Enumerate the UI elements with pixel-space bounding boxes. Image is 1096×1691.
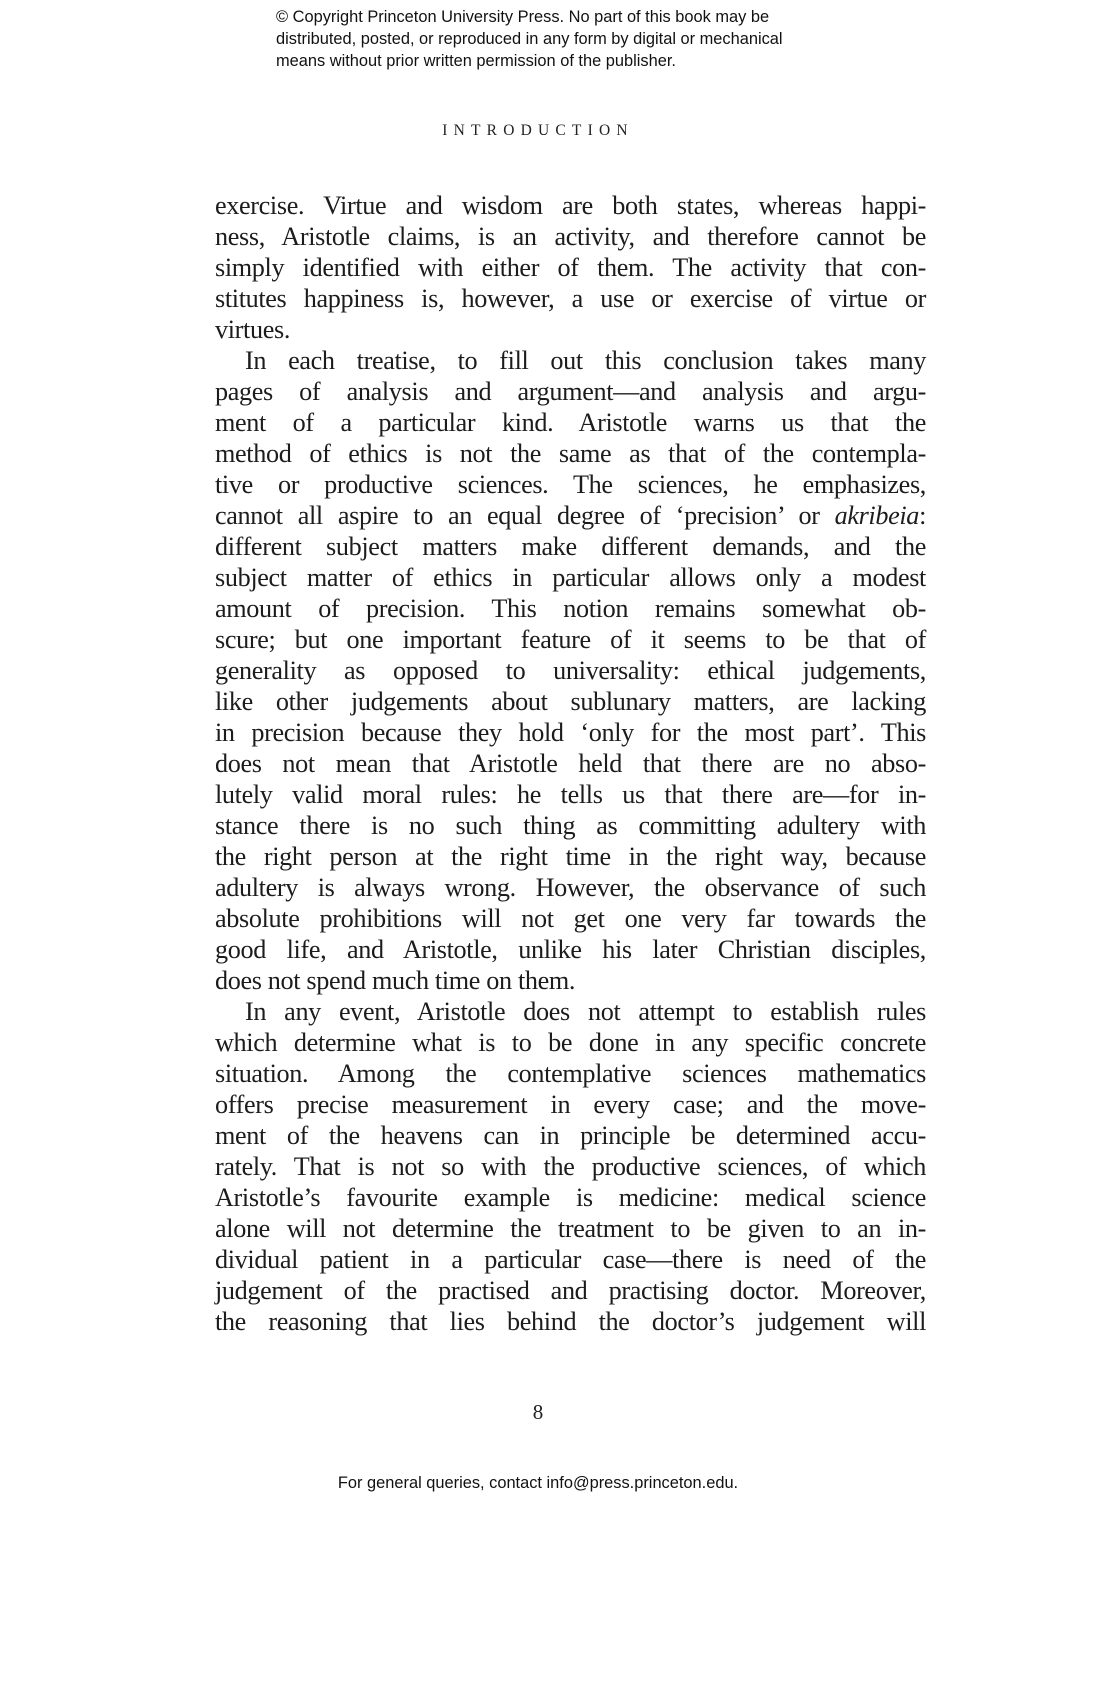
text-line: ment of the heavens can in principle be determined accu- bbox=[215, 1121, 926, 1150]
text-line: like other judgements about sublunary matters, are lacking bbox=[215, 687, 926, 716]
text-line: situation. Among the contemplative sciences mathematics bbox=[215, 1059, 926, 1088]
text-line: the right person at the right time in the right way, because bbox=[215, 842, 926, 871]
text-line: scure; but one important feature of it seems to be that of bbox=[215, 625, 926, 654]
footer-text: For general queries, contact info@press.princeton.edu. bbox=[337, 1474, 739, 1492]
text-line: absolute prohibitions will not get one very far towards the bbox=[215, 904, 926, 933]
text-line: judgement of the practised and practising doctor. Moreover, bbox=[215, 1276, 926, 1305]
text-line: In any event, Aristotle does not attempt to establish rules bbox=[245, 997, 926, 1026]
text-line: stance there is no such thing as committing adultery with bbox=[215, 811, 926, 840]
text-line: pages of analysis and argument—and analysis and argu- bbox=[215, 377, 926, 406]
text-line: ment of a particular kind. Aristotle warns us that the bbox=[215, 408, 926, 437]
text-line: exercise. Virtue and wisdom are both states, whereas happi- bbox=[215, 191, 926, 220]
text-line: adultery is always wrong. However, the observance of such bbox=[215, 873, 926, 902]
text-line: stitutes happiness is, however, a use or exercise of virtue or bbox=[215, 284, 926, 313]
text-line: rately. That is not so with the productive sciences, of which bbox=[215, 1152, 926, 1181]
text-line: lutely valid moral rules: he tells us that there are—for in- bbox=[215, 780, 926, 809]
body-text bbox=[215, 190, 926, 1337]
text-line: dividual patient in a particular case—there is need of the bbox=[215, 1245, 926, 1274]
text-line: which determine what is to be done in any specific concrete bbox=[215, 1028, 926, 1057]
text-line: in precision because they hold ‘only for the most part’. This bbox=[215, 718, 926, 747]
text-line: amount of precision. This notion remains somewhat ob- bbox=[215, 594, 926, 623]
paragraph bbox=[215, 345, 926, 996]
text-line: subject matter of ethics in particular allows only a modest bbox=[215, 563, 926, 592]
text-line: does not mean that Aristotle held that there are no abso- bbox=[215, 749, 926, 778]
text-line: different subject matters make different demands, and the bbox=[215, 532, 926, 561]
text-line: good life, and Aristotle, unlike his later Christian disciples, bbox=[215, 935, 926, 964]
text-line: ness, Aristotle claims, is an activity, and therefore cannot be bbox=[215, 222, 926, 251]
text-line: does not spend much time on them. bbox=[215, 966, 576, 995]
footer-contact bbox=[0, 1474, 1096, 1493]
copyright-line: distributed, posted, or reproduced in any form by digital or mechanical bbox=[276, 30, 783, 48]
text-line: In each treatise, to fill out this conclusion takes many bbox=[245, 346, 926, 375]
paragraph bbox=[215, 190, 926, 345]
text-line: the reasoning that lies behind the doctor’s judgement will bbox=[215, 1307, 926, 1336]
page-number: 8 bbox=[532, 1400, 544, 1424]
copyright-notice bbox=[276, 6, 876, 72]
text-line: Aristotle’s favourite example is medicine: medical science bbox=[215, 1183, 926, 1212]
text-line: offers precise measurement in every case; and the move- bbox=[215, 1090, 926, 1119]
text-line: virtues. bbox=[215, 315, 291, 344]
text-line: alone will not determine the treatment to be given to an in- bbox=[215, 1214, 926, 1243]
text-line: generality as opposed to universality: ethical judgements, bbox=[215, 656, 926, 685]
copyright-line: © Copyright Princeton University Press. No part of this book may be bbox=[276, 8, 770, 26]
paragraph bbox=[215, 996, 926, 1337]
text-line: simply identified with either of them. The activity that con- bbox=[215, 253, 926, 282]
running-head: INTRODUCTION bbox=[442, 122, 634, 139]
text-line: method of ethics is not the same as that of the contempla- bbox=[215, 439, 926, 468]
italic-term: akribeia bbox=[834, 501, 920, 530]
copyright-line: means without prior written permission of the publisher. bbox=[276, 52, 676, 70]
text-line: cannot all aspire to an equal degree of ‘precision’ or akribeia: bbox=[215, 501, 926, 530]
text-line: tive or productive sciences. The sciences, he emphasizes, bbox=[215, 470, 926, 499]
